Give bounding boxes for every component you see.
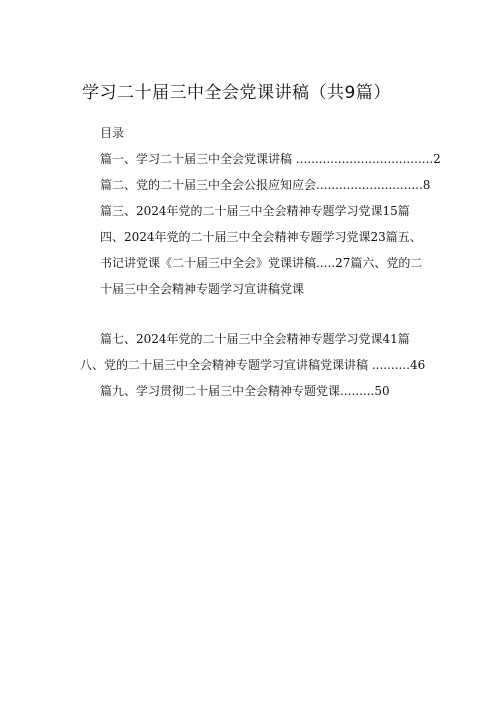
toc-entry-5[interactable]: 书记讲党课《二十届三中全会》党课讲稿.....27篇六、党的二	[100, 256, 423, 270]
toc-entry-4[interactable]: 四、2024年党的二十届三中全会精神专题学习党课23篇五、	[100, 230, 422, 244]
document-title: 学习二十届三中全会党课讲稿（共9篇）	[82, 83, 391, 103]
toc-entry-3[interactable]: 篇三、2024年党的二十届三中全会精神专题学习党课15篇	[100, 204, 410, 218]
toc-entry-1[interactable]: 篇一、学习二十届三中全会党课讲稿 ....................................2	[100, 152, 441, 166]
toc-entry-8[interactable]: 八、党的二十届三中全会精神专题学习宣讲稿党课讲稿 ..........46	[80, 358, 426, 372]
toc-heading: 目录	[100, 126, 125, 140]
toc-entry-7[interactable]: 篇七、2024年党的二十届三中全会精神专题学习党课41篇	[100, 332, 410, 346]
toc-entry-2[interactable]: 篇二、党的二十届三中全会公报应知应会............................8	[100, 178, 431, 192]
toc-entry-9[interactable]: 篇九、学习贯彻二十届三中全会精神专题党课.........50	[100, 384, 390, 398]
toc-entry-6[interactable]: 十届三中全会精神专题学习宣讲稿党课	[100, 282, 305, 296]
